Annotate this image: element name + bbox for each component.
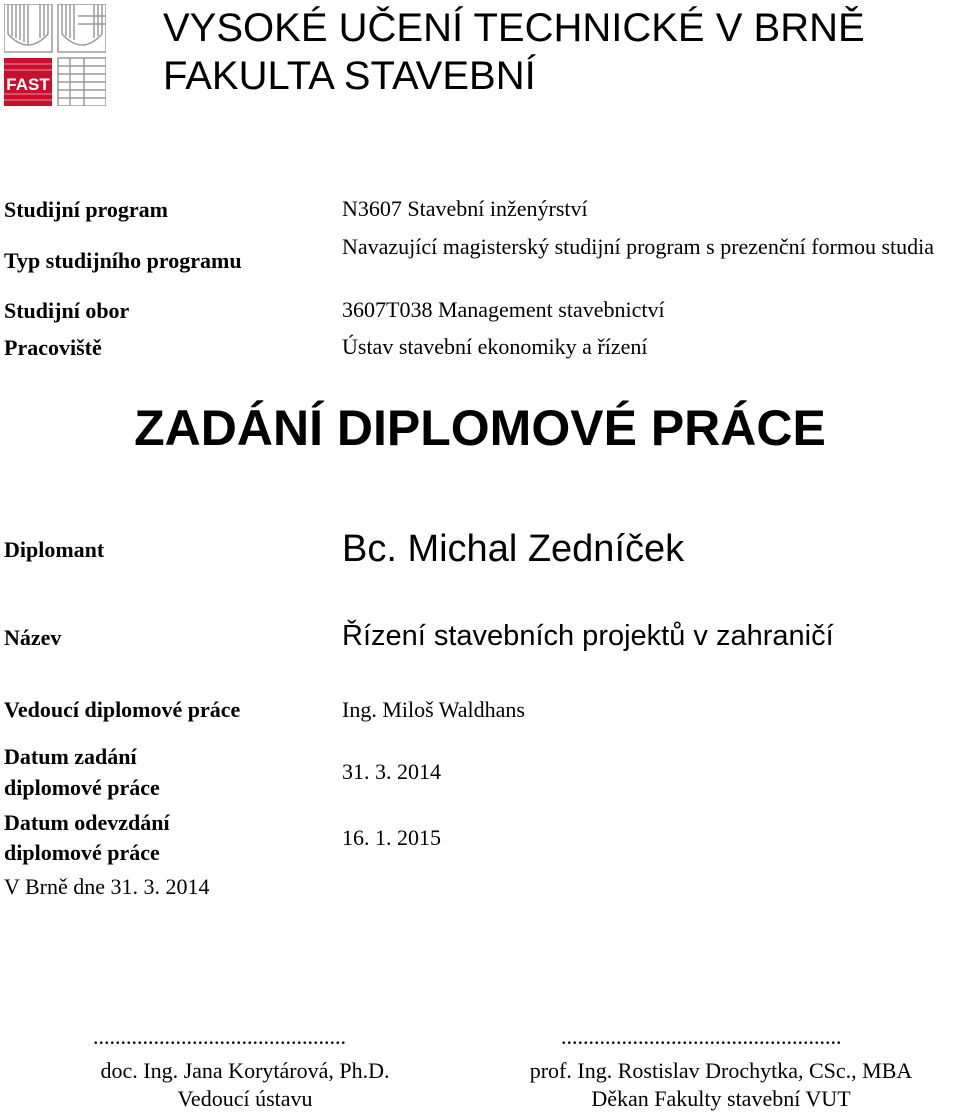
label-student: Diplomant (4, 537, 105, 562)
signature-line-right: ................................................... (561, 1024, 842, 1049)
value-study-program: N3607 Stavební inženýrství (342, 196, 588, 221)
faculty-name: FAKULTA STAVEBNÍ (163, 54, 536, 98)
value-student: Bc. Michal Zedníček (342, 528, 685, 570)
label-program-type: Typ studijního programu (4, 248, 242, 273)
label-supervisor: Vedoucí diplomové práce (4, 697, 241, 722)
fast-logo (4, 4, 106, 106)
logo-text: FAST (6, 75, 50, 94)
label-field: Studijní obor (4, 298, 130, 323)
signature-role-left: Vedoucí ústavu (177, 1086, 313, 1111)
label-submit-date-2: diplomové práce (4, 840, 160, 865)
label-department: Pracoviště (4, 335, 102, 360)
university-name: VYSOKÉ UČENÍ TECHNICKÉ V BRNĚ (163, 6, 865, 50)
label-study-program: Studijní program (4, 197, 169, 222)
signature-role-right: Děkan Fakulty stavební VUT (591, 1086, 851, 1111)
label-thesis-name: Název (4, 625, 62, 650)
value-submit-date: 16. 1. 2015 (342, 825, 441, 850)
fast-logo-graphic (4, 4, 106, 106)
value-field: 3607T038 Management stavebnictví (342, 297, 665, 322)
place-date: V Brně dne 31. 3. 2014 (4, 874, 210, 899)
value-assign-date: 31. 3. 2014 (342, 759, 441, 784)
label-assign-date-2: diplomové práce (4, 775, 160, 800)
value-thesis-name: Řízení stavebních projektů v zahraničí (342, 620, 834, 652)
signature-line-left: .............................................. (93, 1024, 346, 1049)
value-supervisor: Ing. Miloš Waldhans (342, 697, 525, 722)
signature-name-left: doc. Ing. Jana Korytárová, Ph.D. (100, 1058, 390, 1083)
value-program-type: Navazující magisterský studijní program s prezenční formou studia (342, 234, 935, 259)
value-department: Ústav stavební ekonomiky a řízení (342, 334, 648, 359)
label-assign-date-1: Datum zadání (4, 744, 137, 769)
label-submit-date-1: Datum odevzdání (4, 810, 170, 835)
page-title: ZADÁNÍ DIPLOMOVÉ PRÁCE (134, 400, 826, 456)
signature-name-right: prof. Ing. Rostislav Drochytka, CSc., MBA (529, 1058, 913, 1083)
